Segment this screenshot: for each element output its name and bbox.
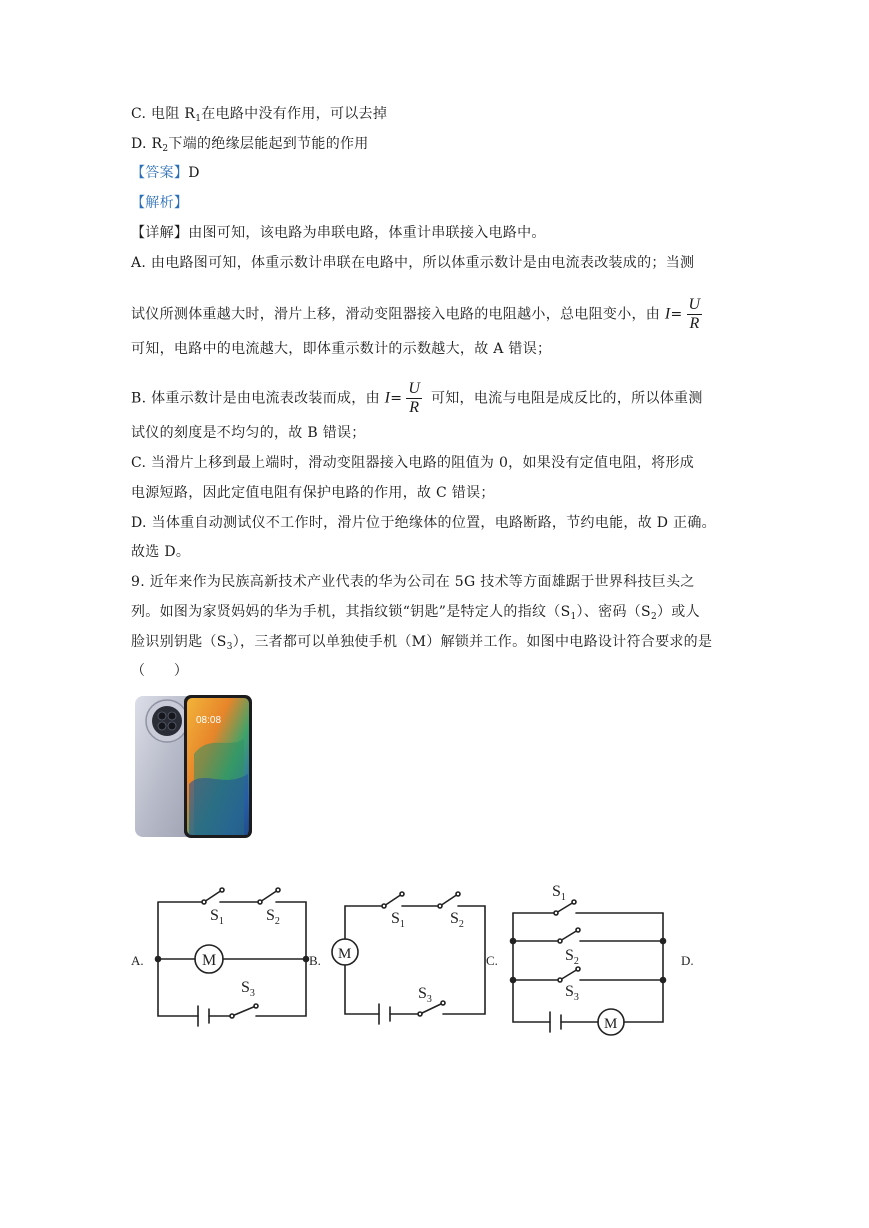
option-c-line xyxy=(131,104,387,129)
formula-eq: = xyxy=(670,306,683,323)
formula-denominator: R xyxy=(409,399,420,416)
option-label-d: D. xyxy=(681,953,694,968)
q9-text: ），三者都可以单独使手机（M）解锁并工作。如图中电路设计符合要求的是 xyxy=(232,634,713,650)
formula-numerator: U xyxy=(688,296,701,313)
analysis-b-line1 xyxy=(131,380,703,417)
circuit-a xyxy=(158,888,306,1026)
option-d-text: 下端的绝缘层能起到节能的作用 xyxy=(168,136,369,152)
label-s2: $S_2$ xyxy=(565,947,579,967)
answer-tag: 【答案】 xyxy=(131,165,189,181)
analysis-a-line1: A. 由电路图可知，体重示数计串联在电路中，所以体重示数计是由电流表改装成的；当测 xyxy=(131,255,695,271)
label-motor: M xyxy=(202,952,217,969)
camera-module xyxy=(152,706,182,736)
q9-text: 列。如图为家贤妈妈的华为手机，其指纹锁“钥匙”是特定人的指纹（S xyxy=(131,604,571,620)
q9-text: ）或人 xyxy=(656,604,700,620)
question9-line3 xyxy=(131,632,712,657)
formula-fraction xyxy=(687,296,703,333)
label-motor: M xyxy=(604,1016,618,1032)
label-s1: $S_1$ xyxy=(210,907,224,927)
analysis-c-line2: 电源短路，因此定值电阻有保护电路的作用，故 C 错误； xyxy=(131,485,495,501)
circuit-b xyxy=(332,892,485,1024)
q9-text: 脸识别钥匙（S xyxy=(131,634,227,650)
subscript: 1 xyxy=(570,612,577,622)
option-d-prefix: D. R xyxy=(131,136,163,152)
label-s2: $S_2$ xyxy=(450,910,464,930)
question9-line4: （ ） xyxy=(131,663,189,679)
q9-text: ）、密码（S xyxy=(576,604,651,620)
subscript: 2 xyxy=(162,144,169,154)
label-s1: $S_1$ xyxy=(391,910,405,930)
detail-text: 由图可知，该电路为串联电路，体重计串联接入电路中。 xyxy=(188,225,546,241)
analysis-a-line3: 可知，电路中的电流越大，即体重示数计的示数越大，故 A 错误； xyxy=(131,341,552,357)
label-s3: $S_3$ xyxy=(565,983,579,1003)
analysis-b-line2: 试仪的刻度是不均匀的，故 B 错误； xyxy=(131,425,366,441)
option-label-c: C. xyxy=(486,953,498,968)
label-s3: $S_3$ xyxy=(241,979,255,999)
formula-fraction xyxy=(406,380,422,417)
question9-line2 xyxy=(131,602,700,627)
analysis-line xyxy=(131,193,188,213)
subscript: 1 xyxy=(195,114,202,124)
analysis-d-line1: D. 当体重自动测试仪不工作时，滑片位于绝缘体的位置，电路断路，节约电能，故 D 正确。 xyxy=(131,515,716,531)
option-c-text: 在电路中没有作用，可以去掉 xyxy=(201,106,388,122)
option-c-prefix: C. 电阻 R xyxy=(131,106,196,122)
label-s3: $S_3$ xyxy=(418,985,432,1005)
circuit-options-diagram xyxy=(128,878,708,1038)
circuit-d xyxy=(513,900,663,1035)
option-label-b: B. xyxy=(309,953,321,968)
analysis-a-line2 xyxy=(131,296,706,333)
option-label-a: A. xyxy=(131,953,144,968)
option-d-line xyxy=(131,134,369,159)
label-motor: M xyxy=(338,946,352,962)
subscript: 2 xyxy=(650,612,657,622)
answer-value: D xyxy=(188,165,200,181)
formula-numerator: U xyxy=(408,380,421,397)
detail-tag: 【详解】 xyxy=(131,225,189,241)
label-s2: $S_2$ xyxy=(266,907,280,927)
answer-line xyxy=(131,163,200,183)
formula-lhs: I xyxy=(664,305,671,323)
analysis-c-line1: C. 当滑片上移到最上端时，滑动变阻器接入电路的阻值为 0，如果没有定值电阻，将形成 xyxy=(131,455,695,471)
phone-clock: 08:08 xyxy=(196,715,222,726)
phone-image xyxy=(134,694,253,839)
formula-lhs: I xyxy=(384,389,391,407)
formula-eq: = xyxy=(390,390,403,407)
choose-line: 故选 D。 xyxy=(131,544,191,560)
formula-denominator: R xyxy=(689,315,700,332)
subscript: 3 xyxy=(226,642,233,652)
label-s1: $S_1$ xyxy=(552,883,566,903)
question9-line1: 9. 近年来作为民族高新技术产业代表的华为公司在 5G 技术等方面雄踞于世界科技巨头之 xyxy=(131,574,695,590)
analysis-b-post: 可知，电流与电阻是成反比的，所以体重测 xyxy=(430,390,703,407)
analysis-tag: 【解析】 xyxy=(131,195,189,211)
analysis-b-pre: B. 体重示数计是由电流表改装而成，由 xyxy=(131,390,380,407)
analysis-a-line2-text: 试仪所测体重越大时，滑片上移，滑动变阻器接入电路的电阻越小，总电阻变小，由 xyxy=(131,306,661,323)
detail-line xyxy=(131,223,546,243)
